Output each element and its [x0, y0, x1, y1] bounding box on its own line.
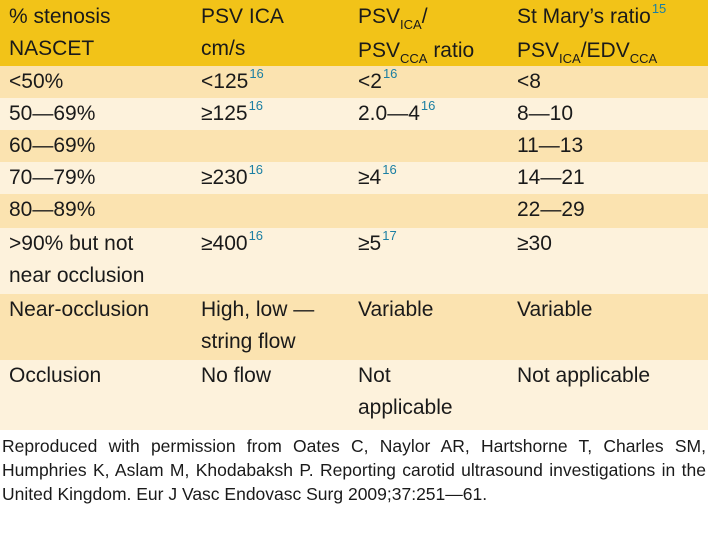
citation-footnote: Reproduced with permission from Oates C, Naylor AR, Hartshorne T, Charles SM, Humphries K, Aslam M, Khodabaksh P. Reporting carotid ultrasound investigations in the United Kingdom. Eur J Vasc Endovasc Surg 2009;37:251—61. — [2, 436, 706, 504]
cell-stenosis — [9, 130, 95, 162]
cell-stenosis-line — [9, 228, 144, 260]
cell-psv-ica-line-ref: 16 — [248, 162, 264, 177]
header-st-marys-l2-sub2: CCA — [629, 51, 658, 66]
cell-stenosis-line-text: near occlusion — [9, 264, 145, 287]
header-psv-ratio-l2-tail: ratio — [427, 39, 475, 62]
cell-st-marys-line-text: Variable — [517, 298, 593, 321]
cell-st-marys-line-text: 22—29 — [517, 198, 585, 221]
cell-stenosis — [9, 360, 101, 392]
header-psv-ica-line1: PSV ICA — [201, 5, 284, 28]
cell-stenosis-line-text: <50% — [9, 70, 64, 93]
cell-st-marys-line-text: ≥30 — [517, 232, 552, 255]
cell-psv-ica-line-text: ≥230 — [201, 166, 248, 189]
cell-psv-ratio — [358, 66, 397, 100]
header-stenosis-line1: % stenosis — [9, 5, 111, 28]
cell-stenosis-line — [9, 194, 95, 226]
cell-stenosis-line-text: 60—69% — [9, 134, 96, 157]
cell-psv-ratio-line — [358, 228, 397, 262]
cell-st-marys-line — [517, 98, 573, 130]
cell-stenosis-line — [9, 162, 95, 194]
header-st-marys-line2 — [517, 35, 666, 69]
cell-psv-ica — [201, 228, 263, 262]
cell-psv-ica — [201, 360, 271, 392]
cell-stenosis-line — [9, 260, 144, 292]
cell-psv-ratio-line-text: <2 — [358, 70, 382, 93]
cell-stenosis-line — [9, 294, 149, 326]
cell-st-marys — [517, 130, 583, 162]
header-psv-ratio-l2-sub: CCA — [400, 51, 428, 66]
header-st-marys-l1-text: St Mary’s ratio — [517, 5, 651, 28]
cell-psv-ica-line-ref: 16 — [248, 98, 264, 113]
cell-psv-ica-line — [201, 326, 314, 358]
header-st-marys — [517, 1, 666, 69]
cell-psv-ica-line — [201, 228, 263, 262]
cell-psv-ratio-line-text: ≥4 — [358, 166, 382, 189]
cell-stenosis — [9, 66, 63, 98]
cell-st-marys-line-text: 8—10 — [517, 102, 574, 125]
cell-psv-ratio-line-text: applicable — [358, 396, 453, 419]
header-psv-ica — [201, 1, 284, 65]
cell-psv-ratio-line — [358, 162, 397, 196]
cell-psv-ratio — [358, 294, 434, 326]
cell-psv-ica-line — [201, 98, 263, 132]
cell-psv-ica-line-text: <125 — [201, 70, 249, 93]
cell-psv-ratio-line — [358, 98, 435, 132]
header-st-marys-line1 — [517, 1, 666, 35]
header-st-marys-l2-b: /EDV — [580, 39, 630, 62]
cell-st-marys-line — [517, 360, 650, 392]
cell-st-marys-line — [517, 228, 552, 260]
cell-psv-ratio-line-text: ≥5 — [358, 232, 382, 255]
cell-psv-ica-line-text: ≥125 — [201, 102, 248, 125]
cell-stenosis-line-text: 80—89% — [9, 198, 96, 221]
cell-psv-ratio — [358, 360, 453, 424]
cell-psv-ica-line-ref: 16 — [248, 228, 264, 243]
cell-psv-ica — [201, 98, 263, 132]
cell-psv-ratio-line-ref: 16 — [382, 162, 397, 177]
cell-psv-ica — [201, 162, 263, 196]
cell-st-marys-line — [517, 194, 585, 226]
table-row — [0, 98, 708, 130]
cell-st-marys — [517, 294, 593, 326]
header-psv-ratio-line1 — [358, 1, 474, 35]
cell-psv-ratio-line-text: Variable — [358, 298, 434, 321]
cell-st-marys — [517, 194, 585, 226]
cell-psv-ica-line-text: High, low — — [201, 298, 315, 321]
cell-psv-ratio-line-ref: 16 — [420, 98, 436, 113]
cell-stenosis — [9, 162, 95, 194]
table-row — [0, 294, 708, 360]
cell-psv-ratio — [358, 228, 397, 262]
header-psv-ratio — [358, 1, 474, 69]
cell-st-marys-line-text: 11—13 — [517, 134, 584, 157]
cell-psv-ica-line-text: ≥400 — [201, 232, 248, 255]
cell-st-marys — [517, 228, 552, 260]
cell-stenosis-line — [9, 98, 95, 130]
cell-st-marys — [517, 162, 585, 194]
header-psv-ratio-l1-base: PSV — [358, 5, 401, 28]
header-st-marys-ref: 15 — [651, 1, 667, 16]
header-psv-ratio-l1-tail: / — [421, 5, 428, 28]
cell-stenosis — [9, 98, 95, 130]
cell-stenosis — [9, 294, 149, 326]
cell-stenosis — [9, 194, 95, 226]
table-header-row — [0, 0, 708, 66]
cell-st-marys-line — [517, 130, 583, 162]
cell-st-marys-line-text: 14—21 — [517, 166, 585, 189]
table-row — [0, 66, 708, 98]
cell-stenosis-line-text: 50—69% — [9, 102, 96, 125]
table-row — [0, 162, 708, 194]
cell-stenosis-line-text: Near-occlusion — [9, 298, 150, 321]
table-row — [0, 228, 708, 294]
table-row — [0, 360, 708, 430]
cell-psv-ica-line — [201, 360, 271, 392]
cell-psv-ratio-line — [358, 392, 453, 424]
cell-psv-ratio-line-text: Not — [358, 364, 391, 387]
cell-stenosis-line-text: >90% but not — [9, 232, 134, 255]
cell-psv-ica-line-text: No flow — [201, 364, 272, 387]
table-row — [0, 194, 708, 228]
cell-st-marys-line — [517, 294, 593, 326]
table-row — [0, 130, 708, 162]
cell-st-marys-line-text: <8 — [517, 70, 541, 93]
cell-psv-ratio — [358, 162, 397, 196]
cell-stenosis-line — [9, 360, 101, 392]
cell-psv-ratio-line — [358, 66, 397, 100]
header-psv-ratio-l2-base: PSV — [358, 39, 401, 62]
header-psv-ratio-l1-sub: ICA — [400, 17, 422, 32]
cell-stenosis-line — [9, 66, 63, 98]
cell-psv-ica-line-text: string flow — [201, 330, 296, 353]
cell-stenosis-line-text: Occlusion — [9, 364, 102, 387]
cell-st-marys — [517, 98, 573, 130]
cell-stenosis-line — [9, 130, 95, 162]
cell-st-marys-line — [517, 162, 585, 194]
header-psv-ica-line2: cm/s — [201, 37, 246, 60]
cell-psv-ratio-line — [358, 360, 453, 392]
cell-psv-ratio-line-ref: 16 — [382, 66, 398, 81]
cell-st-marys — [517, 66, 541, 98]
cell-psv-ratio — [358, 98, 435, 132]
cell-psv-ica — [201, 294, 314, 358]
header-psv-ratio-line2 — [358, 35, 474, 69]
header-st-marys-l2-a: PSV — [517, 39, 560, 62]
cell-psv-ica-line — [201, 162, 263, 196]
header-stenosis — [9, 1, 111, 65]
cell-psv-ica-line-ref: 16 — [249, 66, 264, 81]
cell-psv-ratio-line — [358, 294, 434, 326]
header-st-marys-l2-sub1: ICA — [559, 51, 581, 66]
cell-psv-ica — [201, 66, 264, 100]
cell-st-marys-line — [517, 66, 541, 98]
cell-psv-ratio-line-text: 2.0—4 — [358, 102, 420, 125]
header-stenosis-line2: NASCET — [9, 37, 95, 60]
cell-st-marys — [517, 360, 650, 392]
cell-psv-ratio-line-ref: 17 — [382, 228, 397, 243]
cell-st-marys-line-text: Not applicable — [517, 364, 651, 387]
cell-stenosis — [9, 228, 144, 292]
cell-stenosis-line-text: 70—79% — [9, 166, 96, 189]
cell-psv-ica-line — [201, 294, 314, 326]
cell-psv-ica-line — [201, 66, 264, 100]
